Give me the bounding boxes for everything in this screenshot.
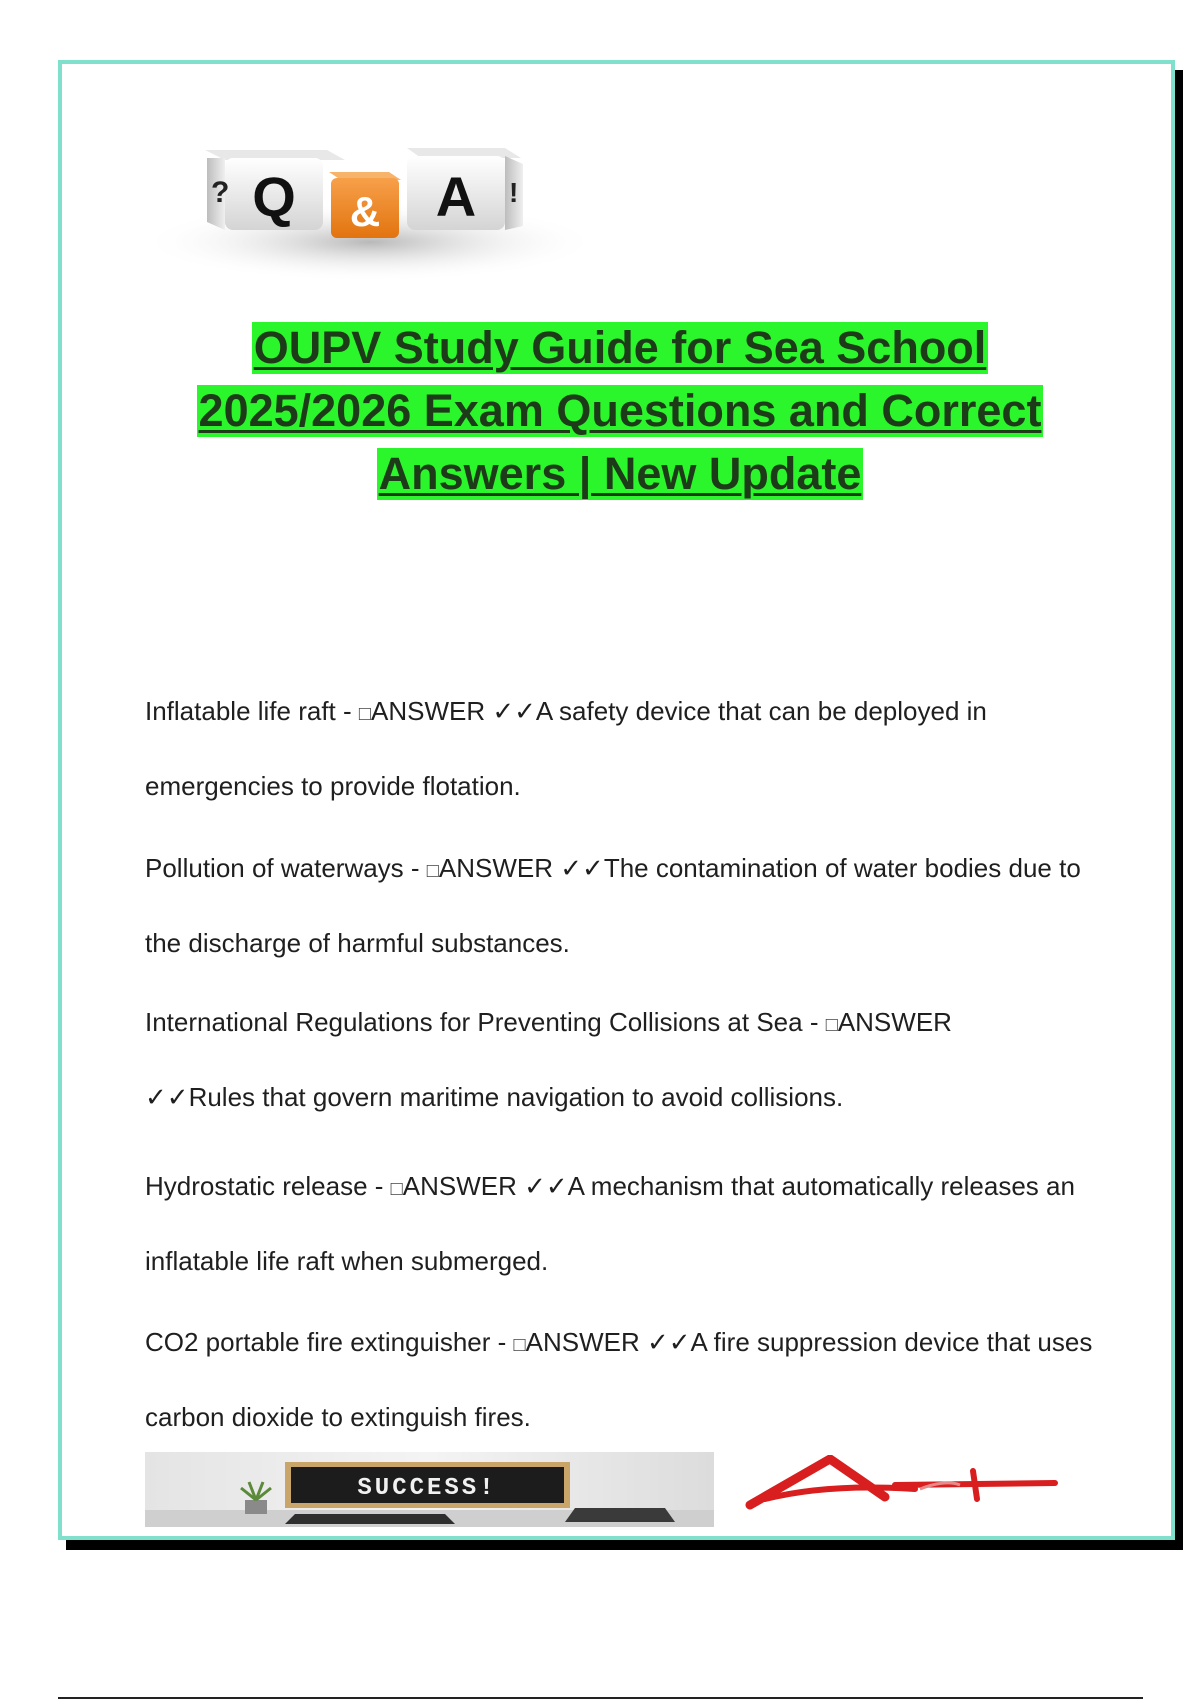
- svg-text:SUCCESS!: SUCCESS!: [357, 1475, 497, 1502]
- qa-dice-logo: [145, 130, 600, 295]
- answer-marker-icon: □: [825, 1014, 838, 1036]
- qa-item: [145, 1150, 1105, 1297]
- title-line-3: Answers | New Update: [378, 448, 862, 499]
- qa-item: [145, 832, 1105, 979]
- qa-definition: A mechanism that automatically releases an inflatable life raft when submerged.: [145, 1171, 1075, 1276]
- qa-definition: A safety device that can be deployed in emergencies to provide flotation.: [145, 696, 987, 801]
- qa-term: CO2 portable fire extinguisher -: [145, 1327, 514, 1357]
- answer-label: ANSWER: [837, 1007, 952, 1037]
- svg-text:A: A: [435, 165, 477, 228]
- answer-marker-icon: □: [426, 860, 439, 882]
- qa-item: [145, 675, 1105, 822]
- qa-term: Inflatable life raft -: [145, 696, 359, 726]
- answer-marker-icon: □: [513, 1334, 526, 1356]
- title-line-2: 2025/2026 Exam Questions and Correct: [198, 385, 1042, 436]
- qa-term: International Regulations for Preventing Collisions at Sea -: [145, 1007, 826, 1037]
- qa-definition: ✓✓Rules that govern maritime navigation to avoid collisions.: [145, 1082, 844, 1112]
- page-bottom-rule: [58, 1697, 1143, 1699]
- svg-text:?: ?: [211, 176, 230, 209]
- qa-definition: The contamination of water bodies due to the discharge of harmful substances.: [145, 853, 1081, 958]
- answer-label: ANSWER ✓✓: [370, 696, 536, 726]
- title-line-1: OUPV Study Guide for Sea School: [253, 322, 987, 373]
- qa-item: [145, 1306, 1105, 1453]
- die-ampersand: [329, 172, 401, 238]
- answer-marker-icon: □: [390, 1178, 403, 1200]
- svg-text:Q: Q: [252, 165, 296, 228]
- svg-text:&: &: [349, 188, 381, 235]
- answer-label: ANSWER ✓✓: [438, 853, 604, 883]
- success-sign-image: [145, 1452, 714, 1527]
- qa-term: Hydrostatic release -: [145, 1171, 391, 1201]
- svg-text:!: !: [509, 177, 519, 208]
- answer-label: ANSWER ✓✓: [525, 1327, 691, 1357]
- qa-term: Pollution of waterways -: [145, 853, 427, 883]
- qa-definition: A fire suppression device that uses carbon dioxide to extinguish fires.: [145, 1327, 1093, 1432]
- a-plus-grade-icon: [745, 1455, 1065, 1530]
- die-a: [407, 148, 523, 230]
- qa-item: [145, 986, 1105, 1133]
- document-title: [130, 322, 1110, 511]
- answer-marker-icon: □: [358, 703, 371, 725]
- answer-label: ANSWER ✓✓: [402, 1171, 568, 1201]
